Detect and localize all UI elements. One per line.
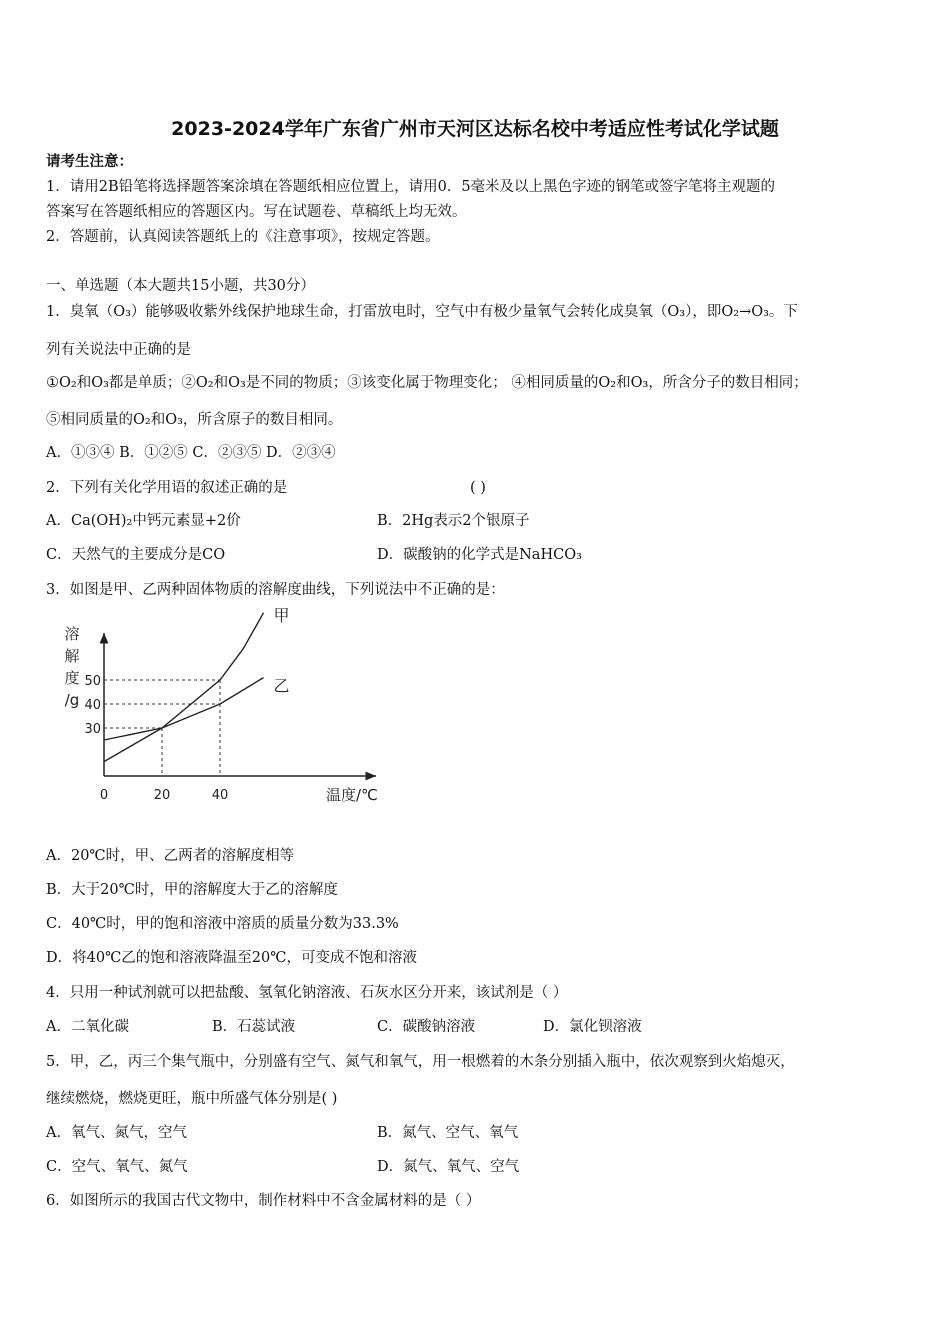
q1-stem: 1．臭氧（O₃）能够吸收紫外线保护地球生命，打雷放电时，空气中有极少量氧气会转化成臭氧（O₃），即O₂→O₃。下 [46, 304, 798, 320]
notice-line: 1．请用2B铅笔将选择题答案涂填在答题纸相应位置上，请用0．5毫米及以上黑色字迹的钢笔或签字笔将主观题的 [46, 179, 776, 195]
q4-option-c: C．碳酸钠溶液 [377, 1019, 476, 1035]
y-axis-label: /g [64, 691, 80, 709]
q5-option-a: A．氧气、氮气，空气 [46, 1125, 187, 1141]
q2-option-b: B．2Hg表示2个银原子 [377, 513, 530, 529]
q1-stem: ①O₂和O₃都是单质；②O₂和O₃是不同的物质；③该变化属于物理变化； ④相同质量的O₂和O₃，所含分子的数目相同； [46, 375, 808, 391]
y-axis-label: 溶 [64, 625, 80, 643]
q5-option-b: B．氮气、空气、氧气 [377, 1125, 519, 1141]
q5-stem: 继续燃烧，燃烧更旺，瓶中所盛气体分别是( ) [46, 1091, 338, 1107]
y-tick-label: 50 [84, 674, 101, 689]
q1-stem: ⑤相同质量的O₂和O₃，所含原子的数目相同。 [46, 412, 343, 428]
x-axis-label: 温度/℃ [326, 786, 378, 804]
q5-option-d: D．氮气、氧气、空气 [377, 1159, 520, 1175]
q3-option-c: C．40℃时，甲的饱和溶液中溶质的质量分数为33.3% [46, 916, 399, 932]
x-tick-label: 40 [211, 788, 229, 803]
series-label: 甲 [273, 605, 290, 625]
x-tick-label: 0 [99, 788, 109, 803]
q6-stem: 6．如图所示的我国古代文物中，制作材料中不含金属材料的是（ ） [46, 1193, 481, 1209]
page-title: 2023-2024学年广东省广州市天河区达标名校中考适应性考试化学试题 [171, 118, 779, 140]
q1-stem: 列有关说法中正确的是 [46, 342, 191, 358]
y-tick-label: 30 [84, 722, 101, 737]
notice-line: 答案写在答题纸相应的答题区内。写在试题卷、草稿纸上均无效。 [46, 204, 467, 220]
y-axis-label: 解 [64, 647, 80, 665]
series-label: 乙 [273, 676, 290, 696]
q2-option-a: A．Ca(OH)₂中钙元素显+2价 [46, 513, 241, 529]
series-line-2 [104, 678, 264, 740]
chart-axes [104, 633, 376, 776]
notice-line: 2．答题前，认真阅读答题纸上的《注意事项》，按规定答题。 [46, 229, 440, 245]
q4-option-d: D．氯化钡溶液 [543, 1019, 642, 1035]
q2-bracket: ( ) [470, 480, 486, 496]
q4-option-a: A．二氧化碳 [46, 1019, 129, 1035]
q2-option-d: D．碳酸钠的化学式是NaHCO₃ [377, 547, 582, 563]
solubility-chart [58, 605, 378, 815]
q2-stem: 2．下列有关化学用语的叙述正确的是 [46, 480, 288, 496]
x-tick-label: 20 [153, 788, 171, 803]
y-axis-label: 度 [64, 669, 80, 687]
chart-labels [64, 606, 377, 804]
chart-series [104, 613, 264, 762]
q5-stem: 5．甲，乙，丙三个集气瓶中，分别盛有空气、氮气和氧气，用一根燃着的木条分别插入瓶中，依次观察到火焰熄灭， [46, 1054, 795, 1070]
y-tick-label: 40 [84, 698, 101, 713]
q4-option-b: B．石蕊试液 [212, 1019, 296, 1035]
q5-option-c: C．空气、氧气、氮气 [46, 1159, 188, 1175]
q4-stem: 4．只用一种试剂就可以把盐酸、氢氧化钠溶液、石灰水区分开来，该试剂是（ ） [46, 985, 568, 1001]
q1-options: A．①③④ B．①②⑤ C．②③⑤ D．②③④ [46, 445, 336, 461]
notice-heading: 请考生注意： [46, 153, 133, 170]
series-line-1 [104, 613, 264, 762]
q3-option-a: A．20℃时，甲、乙两者的溶解度相等 [46, 848, 295, 864]
q3-option-d: D．将40℃乙的饱和溶液降温至20℃，可变成不饱和溶液 [46, 950, 417, 966]
q3-stem: 3．如图是甲、乙两种固体物质的溶解度曲线，下列说法中不正确的是： [46, 582, 505, 598]
q3-option-b: B．大于20℃时，甲的溶解度大于乙的溶解度 [46, 882, 338, 898]
section-heading: 一、单选题（本大题共15小题，共30分） [46, 278, 315, 294]
q2-option-c: C．天然气的主要成分是CO [46, 547, 226, 563]
